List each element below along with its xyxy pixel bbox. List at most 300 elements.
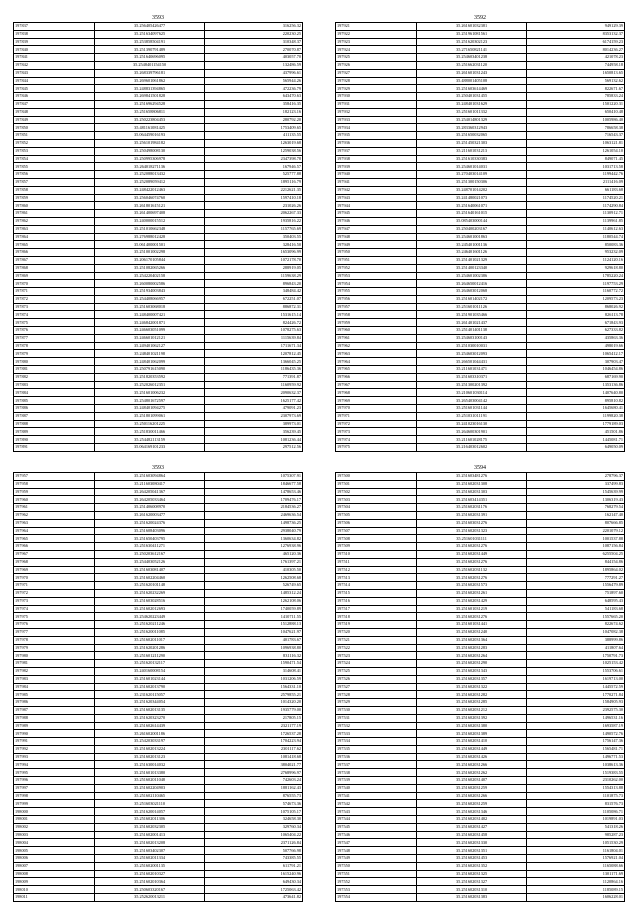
amount-cell: 648595.43: [526, 597, 624, 605]
coordinate-cell: 35.251602031276: [417, 613, 526, 621]
coordinate-cell: 35.254482113159: [95, 436, 204, 444]
table-row: [336, 800, 625, 808]
table-row: [336, 30, 625, 38]
table-row: [14, 550, 303, 558]
coordinate-cell: 35.251602031357: [417, 675, 526, 683]
record-id-cell: 197532: [336, 722, 417, 730]
record-id-cell: 197874: [14, 311, 95, 319]
record-id-cell: 197539: [336, 777, 417, 785]
amount-cell: 1753409.65: [204, 124, 302, 132]
record-id-cell: 197932: [336, 108, 417, 116]
table-row: [14, 691, 303, 699]
amount-cell: 1199820.38: [526, 412, 624, 420]
amount-cell: 1584905.93: [526, 699, 624, 707]
record-id-cell: 197992: [14, 745, 95, 753]
coordinate-cell: 35.261601032381: [417, 23, 526, 31]
amount-cell: 1130912.71: [526, 210, 624, 218]
record-id-cell: 197513: [336, 574, 417, 582]
table-row: [14, 738, 303, 746]
panel-title: 3592: [474, 15, 486, 21]
coordinate-cell: 35.265403004142: [417, 397, 526, 405]
table-row: [336, 46, 625, 54]
record-id-cell: 197501: [336, 480, 417, 488]
table-row: [336, 23, 625, 31]
record-id-cell: 197876: [14, 327, 95, 335]
coordinate-cell: 35.269841501828: [95, 93, 204, 101]
record-id-cell: 197970: [336, 405, 417, 413]
coordinate-cell: 35.251608403096: [95, 527, 204, 535]
amount-cell: 1207812.45: [204, 350, 302, 358]
amount-cell: 1725063.42: [204, 886, 302, 894]
coordinate-cell: 35.251602031407: [417, 777, 526, 785]
table-row: [14, 124, 303, 132]
table-row: [336, 777, 625, 785]
amount-cell: 1046454.86: [526, 366, 624, 374]
coordinate-cell: 35.251602010327: [95, 870, 204, 878]
amount-cell: 868026.92: [526, 303, 624, 311]
record-id-cell: 197500: [336, 473, 417, 481]
record-id-cell: 197509: [336, 543, 417, 551]
amount-cell: 2201079.12: [526, 527, 624, 535]
record-id-cell: 197975: [14, 613, 95, 621]
coordinate-cell: 35.283360312943: [417, 124, 526, 132]
amount-cell: 744958.18: [526, 61, 624, 69]
coordinate-cell: 35.251401401138: [417, 327, 526, 335]
record-id-cell: 197963: [336, 350, 417, 358]
amount-cell: 844154.86: [526, 558, 624, 566]
coordinate-cell: 35.251640061071: [417, 202, 526, 210]
table-row: [14, 667, 303, 675]
amount-cell: 826113.78: [526, 311, 624, 319]
table-row: [14, 194, 303, 202]
coordinate-cell: 35.251602031323: [417, 527, 526, 535]
record-id-cell: 197977: [14, 628, 95, 636]
amount-cell: 2347398.78: [204, 155, 302, 163]
amount-cell: 472236.79: [204, 85, 302, 93]
table-row: [14, 589, 303, 597]
record-id-cell: 197506: [336, 519, 417, 527]
record-id-cell: 197935: [336, 132, 417, 140]
record-id-cell: 197933: [336, 116, 417, 124]
table-row: [14, 397, 303, 405]
coordinate-cell: 35.256101984182: [95, 139, 204, 147]
coordinate-cell: 35.251603310371: [417, 373, 526, 381]
table-row: [336, 636, 625, 644]
table-row: [336, 93, 625, 101]
table-row: [14, 480, 303, 488]
table-row: [336, 628, 625, 636]
record-id-cell: 197861: [14, 210, 95, 218]
record-id-cell: 197989: [14, 722, 95, 730]
record-id-cell: 197546: [336, 831, 417, 839]
coordinate-cell: 35.261401021437: [417, 319, 526, 327]
amount-cell: 1590471.54: [204, 660, 302, 668]
amount-cell: 231026.26: [204, 202, 302, 210]
coordinate-cell: 35.251620232269: [95, 589, 204, 597]
record-id-cell: 197522: [336, 644, 417, 652]
amount-cell: 1360634.82: [204, 535, 302, 543]
table-row: [14, 535, 303, 543]
amount-cell: 1174520.21: [526, 194, 624, 202]
amount-cell: 389973.01: [204, 420, 302, 428]
coordinate-cell: 35.251082065266: [95, 264, 204, 272]
table-row: [336, 210, 625, 218]
coordinate-cell: 35.246842001871: [95, 319, 204, 327]
table-row: [336, 613, 625, 621]
table-row: [14, 350, 303, 358]
amount-cell: 650410.48: [526, 108, 624, 116]
record-id-cell: 197882: [14, 373, 95, 381]
coordinate-cell: 35.251602031308: [417, 480, 526, 488]
amount-cell: 1625177.42: [204, 397, 302, 405]
coordinate-cell: 35.251602031343: [417, 667, 526, 675]
record-id-cell: 197948: [336, 233, 417, 241]
coordinate-cell: 35.252026012351: [95, 381, 204, 389]
record-id-cell: 197962: [336, 342, 417, 350]
amount-cell: 1263019.68: [204, 139, 302, 147]
data-table: [335, 472, 625, 902]
coordinate-cell: 35.251602031259: [417, 784, 526, 792]
table-row: [14, 706, 303, 714]
record-id-cell: 197841: [14, 54, 95, 62]
record-id-cell: 197885: [14, 397, 95, 405]
table-row: [336, 738, 625, 746]
table-row: [336, 675, 625, 683]
table-row: [336, 288, 625, 296]
table-row: [14, 777, 303, 785]
coordinate-cell: 35.251601402172: [417, 295, 526, 303]
coordinate-cell: 35.251602031132: [417, 566, 526, 574]
coordinate-cell: 35.488001405108: [417, 77, 526, 85]
amount-cell: 1075307.91: [204, 473, 302, 481]
amount-cell: 525777.88: [204, 171, 302, 179]
record-id-cell: 197922: [336, 30, 417, 38]
table-row: [336, 100, 625, 108]
table-row: [336, 792, 625, 800]
coordinate-cell: 35.064459016193: [95, 132, 204, 140]
record-id-cell: 197887: [14, 412, 95, 420]
amount-cell: 1895864.02: [526, 566, 624, 574]
coordinate-cell: 35.251602011048: [95, 777, 204, 785]
table-row: [14, 69, 303, 77]
amount-cell: 1159638.29: [204, 272, 302, 280]
amount-cell: 1704223.94: [204, 738, 302, 746]
table-row: [14, 543, 303, 551]
coordinate-cell: 35.251602031310: [417, 886, 526, 894]
record-id-cell: 197950: [336, 249, 417, 257]
coordinate-cell: 35.251602031392: [417, 714, 526, 722]
record-id-cell: 197552: [336, 878, 417, 886]
table-row: [14, 420, 303, 428]
table-row: [336, 389, 625, 397]
record-id-cell: 197990: [14, 730, 95, 738]
record-id-cell: 197523: [336, 652, 417, 660]
record-id-cell: 197848: [14, 108, 95, 116]
coordinate-cell: 35.061400001501: [95, 241, 204, 249]
record-id-cell: 197508: [336, 535, 417, 543]
table-row: [14, 288, 303, 296]
record-id-cell: 197971: [336, 412, 417, 420]
coordinate-cell: 35.256046074760: [95, 194, 204, 202]
coordinate-cell: 35.261400697408: [95, 210, 204, 218]
amount-cell: 1031206.59: [204, 675, 302, 683]
amount-cell: 743385.55: [204, 855, 302, 863]
coordinate-cell: 35.251602032305: [95, 823, 204, 831]
amount-cell: 411135.55: [204, 132, 302, 140]
amount-cell: 687169.90: [526, 373, 624, 381]
amount-cell: 1553706.61: [526, 667, 624, 675]
coordinate-cell: 35.251602031389: [417, 730, 526, 738]
record-id-cell: 197871: [14, 288, 95, 296]
amount-cell: 849071.45: [526, 155, 624, 163]
amount-cell: 716543.37: [526, 132, 624, 140]
table-row: [14, 699, 303, 707]
coordinate-cell: 35.251602031266: [417, 761, 526, 769]
record-id-cell: 197852: [14, 139, 95, 147]
coordinate-cell: 35.250498008130: [95, 147, 204, 155]
table-row: [336, 38, 625, 46]
table-row: [336, 753, 625, 761]
amount-cell: 1096938.80: [204, 644, 302, 652]
coordinate-cell: 35.251640696095: [95, 54, 204, 62]
table-row: [336, 870, 625, 878]
table-row: [14, 574, 303, 582]
coordinate-cell: 35.251662031120: [417, 61, 526, 69]
coordinate-cell: 35.251620132117: [95, 660, 204, 668]
record-id-cell: 197986: [14, 699, 95, 707]
coordinate-cell: 35.251602012693: [95, 605, 204, 613]
coordinate-cell: 35.246401601126: [417, 249, 526, 257]
record-id-cell: 197519: [336, 621, 417, 629]
table-row: [336, 147, 625, 155]
coordinate-cell: 35.240160008154: [95, 667, 204, 675]
table-row: [336, 139, 625, 147]
table-row: [14, 444, 303, 452]
table-row: [14, 745, 303, 753]
coordinate-cell: 35.248401031629: [417, 100, 526, 108]
table-row: [336, 667, 625, 675]
record-id-cell: 197972: [14, 589, 95, 597]
amount-cell: 1306319.43: [526, 496, 624, 504]
table-row: [336, 473, 625, 481]
table-row: [14, 894, 303, 902]
coordinate-cell: 35.251603068018: [95, 303, 204, 311]
table-row: [14, 784, 303, 792]
amount-cell: 1557665.20: [526, 613, 624, 621]
record-id-cell: 197518: [336, 613, 417, 621]
coordinate-cell: 35.251400123340: [417, 264, 526, 272]
amount-cell: 831576.73: [526, 800, 624, 808]
table-row: [336, 660, 625, 668]
coordinate-cell: 35.251602031402: [417, 816, 526, 824]
amount-cell: 822674.62: [526, 621, 624, 629]
amount-cell: 1606228.01: [526, 894, 624, 902]
amount-cell: 297512.56: [204, 444, 302, 452]
record-id-cell: 197981: [14, 660, 95, 668]
coordinate-cell: 35.256405426477: [95, 23, 204, 31]
table-row: [14, 847, 303, 855]
coordinate-cell: 35.251601023144: [95, 675, 204, 683]
table-row: [336, 722, 625, 730]
amount-cell: 1485312.24: [204, 589, 302, 597]
record-id-cell: 197839: [14, 38, 95, 46]
table-row: [14, 272, 303, 280]
coordinate-cell: 35.251602031380: [417, 722, 526, 730]
coordinate-cell: 35.251602031449: [417, 550, 526, 558]
record-id-cell: 197975: [336, 444, 417, 452]
amount-cell: 1160772.72: [526, 288, 624, 296]
record-id-cell: 197940: [336, 171, 417, 179]
table-row: [14, 381, 303, 389]
amount-cell: 1410711.55: [204, 613, 302, 621]
amount-cell: 1005986.40: [526, 116, 624, 124]
record-id-cell: 197535: [336, 745, 417, 753]
amount-cell: 1209573.23: [526, 295, 624, 303]
record-id-cell: 197962: [14, 511, 95, 519]
record-id-cell: 197517: [336, 605, 417, 613]
amount-cell: 1051530.29: [526, 839, 624, 847]
record-id-cell: 197964: [14, 527, 95, 535]
coordinate-cell: 35.251603414351: [417, 496, 526, 504]
record-id-cell: 197856: [14, 171, 95, 179]
record-id-cell: 197947: [336, 225, 417, 233]
record-id-cell: 197968: [336, 389, 417, 397]
record-id-cell: 197958: [14, 480, 95, 488]
table-row: [14, 163, 303, 171]
amount-cell: 771391.87: [204, 373, 302, 381]
coordinate-cell: 35.251603021110: [95, 800, 204, 808]
coordinate-cell: 35.245401001136: [417, 241, 526, 249]
record-id-cell: 197853: [14, 147, 95, 155]
record-id-cell: 197548: [336, 847, 417, 855]
table-row: [336, 683, 625, 691]
table-panel-1: [13, 14, 303, 452]
coordinate-cell: 35.251602031212: [417, 706, 526, 714]
amount-cell: 435863.36: [526, 334, 624, 342]
table-row: [336, 769, 625, 777]
record-id-cell: 197966: [14, 543, 95, 551]
amount-cell: 569132.62: [526, 77, 624, 85]
table-row: [336, 706, 625, 714]
table-row: [336, 730, 625, 738]
record-id-cell: 198005: [14, 847, 95, 855]
coordinate-cell: 35.251601011126: [417, 303, 526, 311]
record-id-cell: 197880: [14, 358, 95, 366]
record-id-cell: 197512: [336, 566, 417, 574]
record-id-cell: 197967: [14, 550, 95, 558]
table-row: [14, 249, 303, 257]
amount-cell: 1065412.17: [526, 350, 624, 358]
amount-cell: 1180544.74: [526, 233, 624, 241]
amount-cell: 1261054.10: [526, 147, 624, 155]
amount-cell: 786658.38: [526, 124, 624, 132]
coordinate-cell: 35.250116201225: [95, 420, 204, 428]
record-id-cell: 197973: [14, 597, 95, 605]
table-row: [336, 85, 625, 93]
record-id-cell: 197969: [14, 566, 95, 574]
table-row: [14, 730, 303, 738]
table-panel-4: [335, 464, 625, 902]
amount-cell: 1078275.63: [204, 327, 302, 335]
coordinate-cell: 35.248400007421: [95, 311, 204, 319]
record-id-cell: 197999: [14, 800, 95, 808]
amount-cell: 1445572.59: [526, 683, 624, 691]
record-id-cell: 197502: [336, 488, 417, 496]
record-id-cell: 197995: [14, 769, 95, 777]
record-id-cell: 197953: [336, 272, 417, 280]
table-row: [336, 311, 625, 319]
table-row: [14, 303, 303, 311]
table-row: [336, 108, 625, 116]
amount-cell: 1756147.36: [526, 738, 624, 746]
coordinate-cell: 35.251406008970: [95, 504, 204, 512]
amount-cell: 1025153.42: [526, 660, 624, 668]
table-row: [336, 496, 625, 504]
table-row: [336, 543, 625, 551]
table-row: [336, 61, 625, 69]
coordinate-cell: 35.251650403795: [95, 535, 204, 543]
table-row: [336, 303, 625, 311]
record-id-cell: 197957: [14, 473, 95, 481]
coordinate-cell: 35.251602001413: [95, 831, 204, 839]
record-id-cell: 197873: [14, 303, 95, 311]
amount-cell: 1120864.16: [526, 878, 624, 886]
coordinate-cell: 35.251602031453: [417, 855, 526, 863]
table-row: [14, 488, 303, 496]
coordinate-cell: 35.251634097625: [95, 30, 204, 38]
amount-cell: 410305.50: [204, 566, 302, 574]
record-id-cell: 197544: [336, 816, 417, 824]
coordinate-cell: 35.268339796181: [95, 69, 204, 77]
record-id-cell: 197960: [336, 327, 417, 335]
coordinate-cell: 35.251602031410: [417, 738, 526, 746]
table-row: [14, 862, 303, 870]
amount-cell: 2212621.35: [204, 186, 302, 194]
amount-cell: 1619713.00: [526, 675, 624, 683]
record-id-cell: 197540: [336, 784, 417, 792]
amount-cell: 1185089.15: [526, 886, 624, 894]
coordinate-cell: 35.251602110465: [95, 792, 204, 800]
amount-cell: 1001537.88: [526, 535, 624, 543]
coordinate-cell: 35.251602031352: [417, 862, 526, 870]
table-row: [336, 480, 625, 488]
amount-cell: 278796.37: [526, 473, 624, 481]
amount-cell: 541318.26: [526, 823, 624, 831]
table-row: [336, 847, 625, 855]
coordinate-cell: 35.251602031266: [417, 792, 526, 800]
record-id-cell: 197931: [336, 100, 417, 108]
amount-cell: 671843.93: [526, 319, 624, 327]
record-id-cell: 197949: [336, 241, 417, 249]
record-id-cell: 197838: [14, 30, 95, 38]
coordinate-cell: 35.251602031283: [417, 644, 526, 652]
amount-cell: 451501.86: [526, 428, 624, 436]
coordinate-cell: 35.264205033464: [95, 496, 204, 504]
table-row: [14, 597, 303, 605]
record-id-cell: 197889: [14, 428, 95, 436]
table-row: [336, 233, 625, 241]
table-row: [14, 558, 303, 566]
record-id-cell: 197941: [336, 178, 417, 186]
coordinate-cell: 35.250400203167: [417, 225, 526, 233]
coordinate-cell: 35.206170105844: [95, 256, 204, 264]
coordinate-cell: 35.251602031330: [417, 839, 526, 847]
coordinate-cell: 35.251602204903: [95, 784, 204, 792]
amount-cell: 1115639.84: [204, 334, 302, 342]
table-row: [336, 373, 625, 381]
record-id-cell: 197961: [336, 334, 417, 342]
coordinate-cell: 35.251620011085: [95, 628, 204, 636]
